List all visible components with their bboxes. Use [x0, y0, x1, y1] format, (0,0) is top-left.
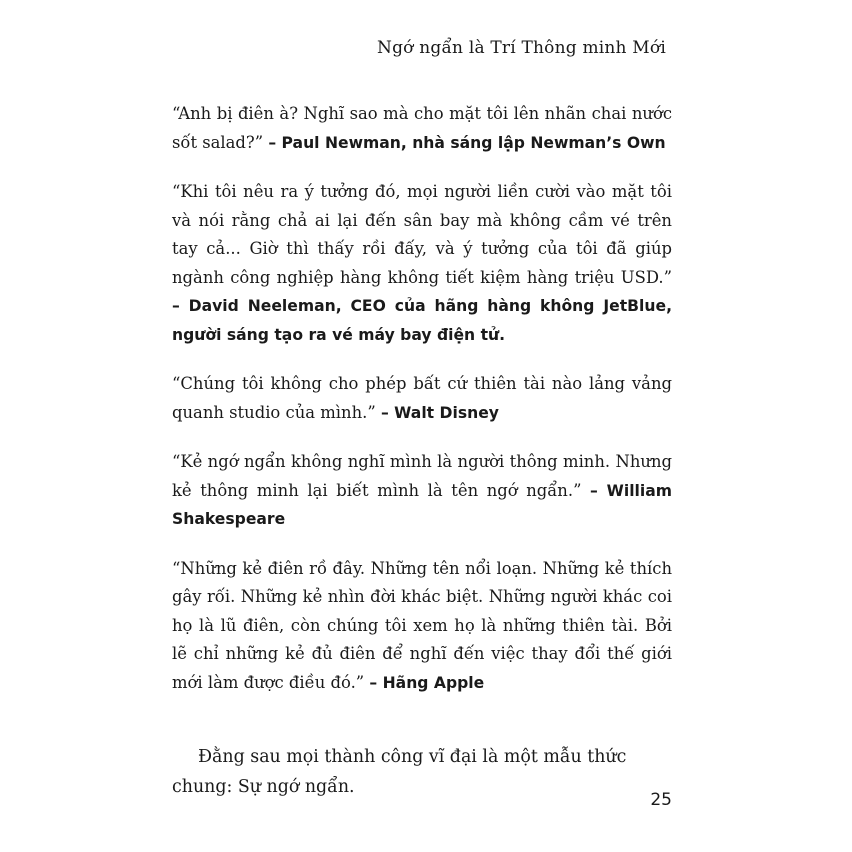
quote-text: “Khi tôi nêu ra ý tưởng đó, mọi người liền cười vào mặt tôi và nói rằng chả ai lại đến sân bay mà không cầm vé trên tay cả... Giờ thì thấy rồi đấy, và ý tưởng của tôi đã giúp ngành công nghiệp hàng không tiết kiệm hàng triệu USD.”: [172, 182, 672, 287]
body-paragraph: Đằng sau mọi thành công vĩ đại là một mẫu thức chung: Sự ngớ ngẩn.: [172, 747, 627, 797]
quote-text: “Chúng tôi không cho phép bất cứ thiên tài nào lảng vảng quanh studio của mình.”: [172, 374, 672, 422]
quote-william-shakespeare: [172, 448, 672, 534]
running-title: Ngớ ngẩn là Trí Thông minh Mới: [377, 38, 666, 58]
quote-text: “Kẻ ngớ ngẩn không nghĩ mình là người thông minh. Nhưng kẻ thông minh lại biết mình là tên ngớ ngẩn.”: [172, 452, 672, 500]
quote-apple: [172, 555, 672, 698]
quote-paul-newman: [172, 100, 672, 157]
page-number: 25: [650, 790, 672, 810]
quote-author: – David Neeleman, CEO của hãng hàng không JetBlue, người sáng tạo ra vé máy bay điện tử.: [172, 297, 672, 344]
quote-author: – William Shakespeare: [172, 481, 673, 528]
quote-text: “Anh bị điên à? Nghĩ sao mà cho mặt tôi lên nhãn chai nước sốt salad?”: [172, 104, 672, 152]
quote-list: [172, 100, 672, 718]
quote-walt-disney: [172, 370, 672, 427]
quote-david-neeleman: [172, 178, 672, 349]
quote-author: – Walt Disney: [380, 403, 499, 422]
quote-text: “Những kẻ điên rồ đây. Những tên nổi loạn. Những kẻ thích gây rối. Những kẻ nhìn đời khác biệt. Những người khác coi họ là lũ điên, còn chúng tôi xem họ là những thiên tài. Bởi lẽ chỉ những kẻ đủ điên để nghĩ đến việc thay đổi thế giới mới làm được điều đó.”: [172, 558, 672, 692]
quote-author: – Paul Newman, nhà sáng lập Newman’s Own: [268, 133, 666, 152]
quote-author: – Hãng Apple: [369, 673, 485, 692]
book-page: [172, 30, 672, 820]
